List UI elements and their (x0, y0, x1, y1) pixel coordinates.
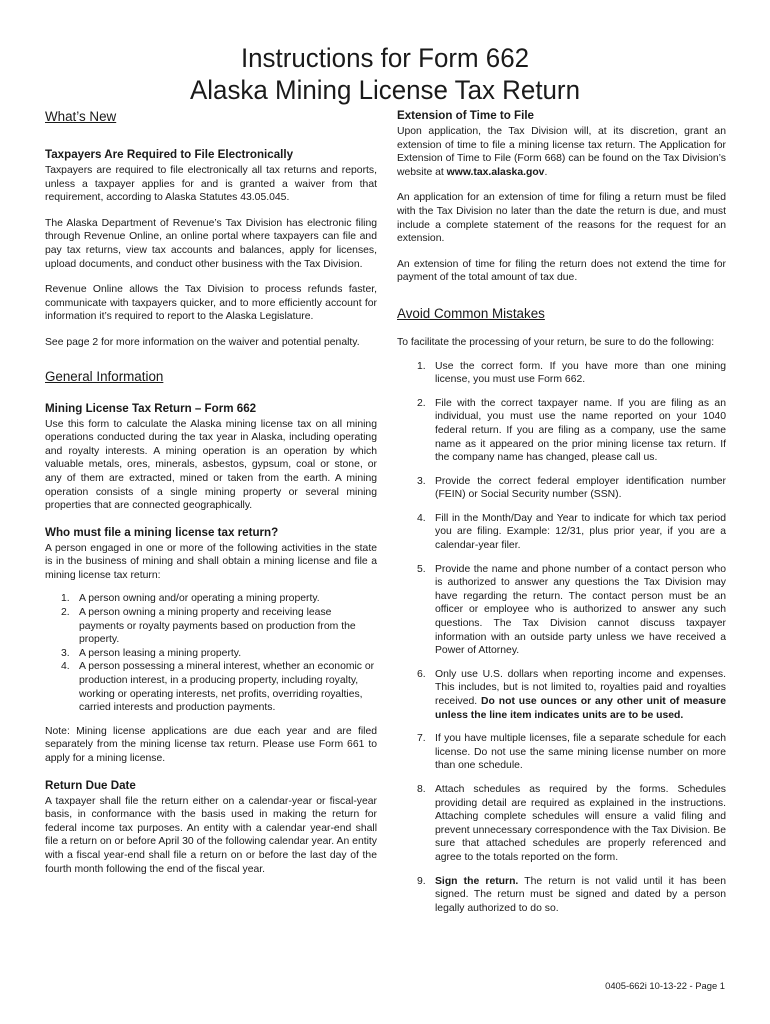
list-item: 4. A person possessing a mineral interest, whether an economic or production interest, in a producing property, including royalty, working or operating interests, net profits, overriding royalties, carried interests and production payments. (61, 661, 375, 714)
whats-new-heading: What’s New (45, 109, 117, 124)
list-item: 5. Provide the name and phone number of a contact person who is authorized to answer any questions the Tax Division may have regarding the return. The contact person must be an officer or employee who is authorized to answer any such questions. The Tax Division cannot discuss taxpayer information with an outside party unless we have received a Power of Attorney. (417, 563, 726, 657)
extension-paragraph-2: An application for an extension of time for filing a return must be filed with the Tax Division no later than the date the return is due, and must include a complete statement of the reasons for the request for an extension. (397, 192, 726, 245)
whats-new-paragraph-3: Revenue Online allows the Tax Division to process refunds faster, communicate with taxpayers quicker, and to more efficiently account for information it’s required to report to the Alaska Legislature. (45, 284, 377, 323)
form-662-paragraph: Use this form to calculate the Alaska mining license tax on all mining operations conducted during the tax year in Alaska, including operating and royalty interests. A mining operation is an operation by which valuable metals, ores, minerals, asbestos, gypsum, coal or stone, or any of them are extracted, mined or taken from the earth. A mining operation consists of a single mining property or several mining properties that are connected geographically. (45, 418, 377, 512)
right-column (397, 108, 726, 925)
return-due-date-paragraph: A taxpayer shall file the return either on a calendar-year or fiscal-year basis, in conformance with the basis used in making the return for federal income tax purposes. An entity with a calendar year-end shall file a return on or before April 30 of the following calendar year. An entity with a fiscal year-end shall file a return on or before the last day of the fourth month following the end of the fiscal year. (45, 795, 377, 875)
list-item: 8. Attach schedules as required by the forms. Schedules providing detail are required as explained in the instructions. Attaching complete schedules will ensure a valid filing and prevent unnecessary correspondence with the Tax Division. Be sure that attached schedules are properly referenced and agree to the totals reported on the form. (417, 783, 726, 863)
extension-paragraph-3: An extension of time for filing the return does not extend the time for payment of the total amount of tax due. (397, 258, 726, 284)
who-must-file-heading: Who must file a mining license tax return? (45, 525, 279, 539)
tax-website-url: www.tax.alaska.gov (446, 166, 545, 178)
list-item: 9. Sign the return. The return is not valid until it has been signed. The return must be signed and dated by a person legally authorized to do so. (417, 875, 726, 914)
list-item: 2. A person owning a mining property and receiving lease payments or royalty payments based on production from the property. (61, 607, 356, 646)
list-item: 2. File with the correct taxpayer name. If you are filing as an individual, you must use the name reported on your 1040 federal return. If you are filing as a company, use the same name as it appeared on the prior mining license tax return. If the company name has changed, please call us. (417, 397, 726, 464)
who-must-file-list (61, 592, 377, 714)
note-paragraph: Note: Mining license applications are due each year and are filed separately from the mining license tax return. Please use Form 661 to apply for a mining license. (45, 725, 377, 764)
whats-new-paragraph-1: Taxpayers are required to file electronically all tax returns and reports, unless a taxpayer applies for and is granted a waiver from that requirement, according to Alaska Statutes 43.05.045. (45, 165, 377, 204)
list-item: 3. Provide the correct federal employer identification number (FEIN) or Social Security number (SSN). (417, 475, 726, 501)
title-line-1: Instructions for Form 662 (240, 43, 530, 73)
file-electronically-heading: Taxpayers Are Required to File Electronically (45, 148, 294, 161)
title-line-2: Alaska Mining License Tax Return (190, 75, 580, 105)
left-column (45, 108, 377, 888)
general-information-heading: General Information (45, 368, 164, 384)
whats-new-paragraph-2: The Alaska Department of Revenue’s Tax Division has electronic filing through Revenue Online, an online portal where taxpayers can file and pay tax returns, view tax accounts and balances, apply for licenses, upload documents, and conduct other business with the Tax Division. (45, 217, 377, 270)
avoid-mistakes-list (417, 360, 726, 916)
extension-paragraph-1: Upon application, the Tax Division will, at its discretion, grant an extension of time to file a mining license tax return. The Application for Extension of Time to File (Form 668) can be found on the Tax Division’s website at www.tax.alaska.gov. (397, 126, 726, 178)
list-item: 1. Use the correct form. If you have more than one mining license, you must use Form 662. (417, 360, 726, 386)
list-item: 6. Only use U.S. dollars when reporting income and expenses. This includes, but is not limited to, royalties paid and royalties received. Do not use ounces or any other unit of measure unless the line item indicates units are to be used. (417, 668, 726, 721)
avoid-mistakes-heading: Avoid Common Mistakes (397, 305, 545, 321)
who-must-file-paragraph: A person engaged in one or more of the following activities in the state is in the business of mining and shall obtain a mining license and file a mining license tax return: (45, 542, 377, 581)
list-item: 1. A person owning and/or operating a mining property. (61, 593, 320, 605)
list-item: 7. If you have multiple licenses, file a separate schedule for each license. Do not use the same mining license number on more than one schedule. (417, 733, 726, 772)
avoid-mistakes-intro: To facilitate the processing of your return, be sure to do the following: (397, 336, 715, 348)
form-662-heading: Mining License Tax Return – Form 662 (45, 401, 257, 415)
page-footer: 0405-662i 10-13-22 - Page 1 (605, 980, 725, 991)
page-title (15, 42, 754, 106)
extension-heading: Extension of Time to File (397, 109, 534, 122)
return-due-date-heading: Return Due Date (45, 778, 136, 792)
list-item: 4. Fill in the Month/Day and Year to indicate for which tax period you are filing. Example: 12/31, plus prior year, if you are a calendar-year filer. (417, 512, 726, 552)
whats-new-paragraph-4: See page 2 for more information on the waiver and potential penalty. (45, 336, 360, 348)
list-item: 3. A person leasing a mining property. (61, 647, 242, 659)
